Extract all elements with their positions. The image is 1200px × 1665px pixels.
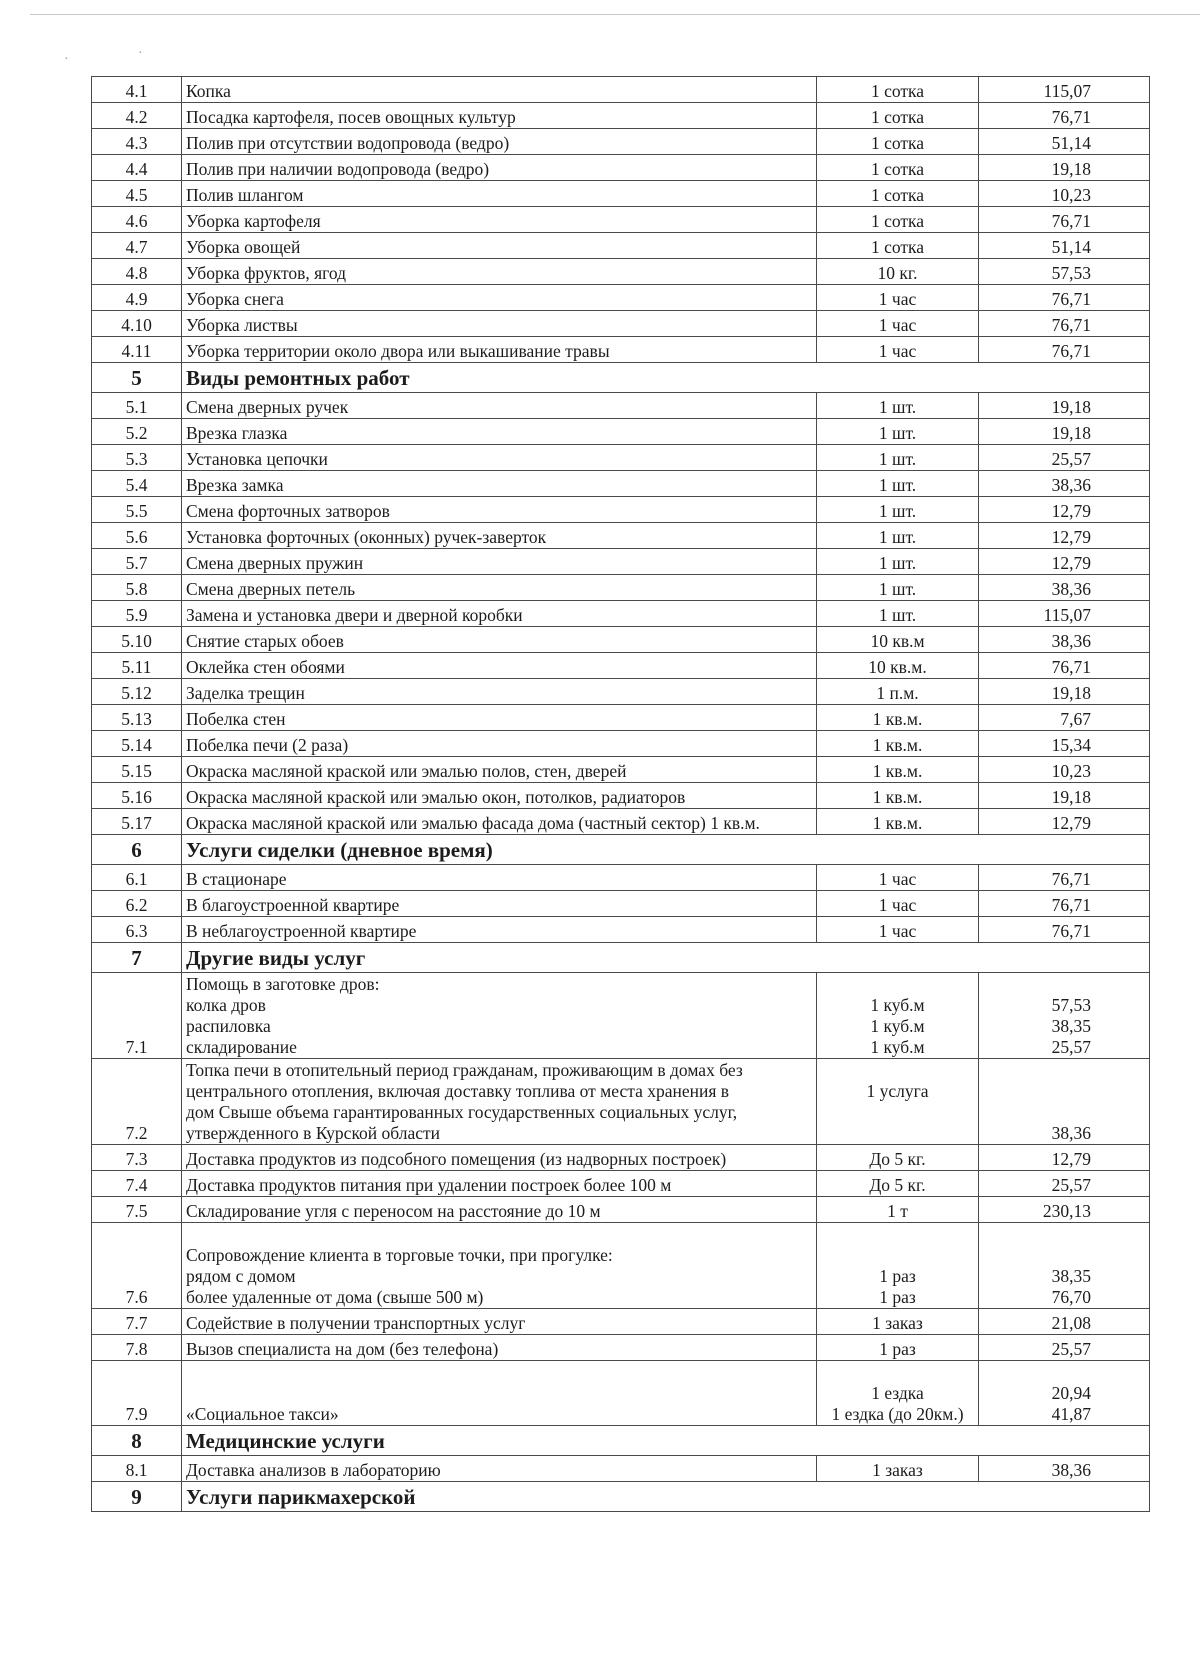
service-name: Смена дверных петель xyxy=(182,575,817,601)
unit-of-measure: 1 заказ xyxy=(817,1309,979,1335)
service-name: Копка xyxy=(182,77,817,103)
price-value: 21,08 xyxy=(979,1309,1150,1335)
price-line xyxy=(983,1224,1091,1245)
unit-of-measure: 1 сотка xyxy=(817,233,979,259)
service-name-line: более удаленные от дома (свыше 500 м) xyxy=(186,1287,484,1307)
row-number: 4.1 xyxy=(92,77,182,103)
row-number: 5.14 xyxy=(92,731,182,757)
service-name: В стационаре xyxy=(182,865,817,891)
service-name: Полив шлангом xyxy=(182,181,817,207)
price-line: 25,57 xyxy=(1051,1037,1091,1057)
unit-of-measure: 1 кв.м. xyxy=(817,783,979,809)
row-number: 4.2 xyxy=(92,103,182,129)
row-number: 4.8 xyxy=(92,259,182,285)
service-name: Установка цепочки xyxy=(182,445,817,471)
service-name: Смена дверных пружин xyxy=(182,549,817,575)
unit-line: 1 куб.м xyxy=(870,1037,925,1057)
service-name-line: дом Свыше объема гарантированных государственных социальных услуг, xyxy=(186,1102,738,1122)
price-line xyxy=(983,1060,1091,1081)
service-name: Заделка трещин xyxy=(182,679,817,705)
section-title: Другие виды услуг xyxy=(182,943,1150,973)
service-name-line: утвержденного в Курской области xyxy=(186,1123,441,1143)
unit-of-measure: 1 час xyxy=(817,285,979,311)
table-row xyxy=(92,471,1150,497)
service-name: Побелка стен xyxy=(182,705,817,731)
table-row xyxy=(92,1335,1150,1361)
unit-of-measure: 1 сотка xyxy=(817,207,979,233)
price-value: 12,79 xyxy=(979,549,1150,575)
price-value: 115,07 xyxy=(979,601,1150,627)
service-name: Уборка снега xyxy=(182,285,817,311)
price-line: 20,94 xyxy=(1051,1383,1091,1403)
service-name-line: складирование xyxy=(186,1037,297,1057)
table-row xyxy=(92,155,1150,181)
section-title: Медицинские услуги xyxy=(182,1426,1150,1456)
price-value: 19,18 xyxy=(979,155,1150,181)
price-value xyxy=(979,1361,1150,1426)
table-row xyxy=(92,891,1150,917)
service-name-line xyxy=(186,1224,812,1245)
price-value: 10,23 xyxy=(979,181,1150,207)
price-line: 38,36 xyxy=(1051,1123,1091,1143)
unit-of-measure: 1 час xyxy=(817,311,979,337)
service-name: Смена дверных ручек xyxy=(182,393,817,419)
price-value: 76,71 xyxy=(979,891,1150,917)
price-value: 19,18 xyxy=(979,783,1150,809)
row-number: 6.2 xyxy=(92,891,182,917)
unit-of-measure xyxy=(817,973,979,1059)
row-number: 4.10 xyxy=(92,311,182,337)
table-row xyxy=(92,601,1150,627)
table-row xyxy=(92,575,1150,601)
unit-of-measure: 1 шт. xyxy=(817,393,979,419)
unit-of-measure: 1 сотка xyxy=(817,181,979,207)
table-row xyxy=(92,259,1150,285)
price-value: 76,71 xyxy=(979,207,1150,233)
section-row xyxy=(92,1482,1150,1512)
unit-of-measure: 10 кв.м. xyxy=(817,653,979,679)
row-number: 5.6 xyxy=(92,523,182,549)
price-value: 76,71 xyxy=(979,653,1150,679)
section-row xyxy=(92,1426,1150,1456)
unit-of-measure: 1 сотка xyxy=(817,77,979,103)
price-line: 41,87 xyxy=(1051,1404,1091,1424)
unit-line: 1 раз xyxy=(879,1266,916,1286)
price-line: 38,35 xyxy=(1051,1266,1091,1286)
section-number: 5 xyxy=(92,363,182,393)
unit-of-measure: 1 кв.м. xyxy=(817,705,979,731)
row-number: 5.7 xyxy=(92,549,182,575)
table-row xyxy=(92,311,1150,337)
unit-line xyxy=(821,1123,974,1144)
price-value: 25,57 xyxy=(979,1171,1150,1197)
service-name: Доставка анализов в лабораторию xyxy=(182,1456,817,1482)
row-number: 5.2 xyxy=(92,419,182,445)
price-value: 38,36 xyxy=(979,575,1150,601)
table-row xyxy=(92,1456,1150,1482)
row-number: 4.3 xyxy=(92,129,182,155)
price-value: 51,14 xyxy=(979,129,1150,155)
price-line xyxy=(983,1081,1091,1102)
section-title: Виды ремонтных работ xyxy=(182,363,1150,393)
row-number: 7.6 xyxy=(92,1223,182,1309)
unit-line: 1 ездка xyxy=(871,1383,924,1403)
table-row xyxy=(92,1223,1150,1309)
price-value: 38,36 xyxy=(979,1456,1150,1482)
price-value: 25,57 xyxy=(979,445,1150,471)
table-row xyxy=(92,809,1150,835)
row-number: 8.1 xyxy=(92,1456,182,1482)
table-row xyxy=(92,705,1150,731)
table-row xyxy=(92,549,1150,575)
service-name: Полив при отсутствии водопровода (ведро) xyxy=(182,129,817,155)
service-name: Вызов специалиста на дом (без телефона) xyxy=(182,1335,817,1361)
price-value: 38,36 xyxy=(979,471,1150,497)
price-value: 7,67 xyxy=(979,705,1150,731)
price-line: 57,53 xyxy=(1051,995,1091,1015)
row-number: 5.17 xyxy=(92,809,182,835)
section-title: Услуги парикмахерской xyxy=(182,1482,1150,1512)
unit-of-measure: 1 шт. xyxy=(817,419,979,445)
service-name: Оклейка стен обоями xyxy=(182,653,817,679)
service-name-line: «Социальное такси» xyxy=(186,1404,339,1424)
price-value: 76,71 xyxy=(979,285,1150,311)
scan-edge xyxy=(30,14,1200,15)
unit-of-measure: 1 т xyxy=(817,1197,979,1223)
service-name-line: Сопровождение клиента в торговые точки, при прогулке: xyxy=(186,1245,613,1265)
price-value: 15,34 xyxy=(979,731,1150,757)
service-name xyxy=(182,1223,817,1309)
table-row xyxy=(92,757,1150,783)
unit-of-measure: 1 шт. xyxy=(817,601,979,627)
unit-of-measure: 1 час xyxy=(817,337,979,363)
table-row xyxy=(92,77,1150,103)
price-value: 38,36 xyxy=(979,627,1150,653)
unit-of-measure xyxy=(817,1059,979,1145)
service-name xyxy=(182,973,817,1059)
unit-of-measure: 10 кв.м xyxy=(817,627,979,653)
row-number: 4.11 xyxy=(92,337,182,363)
row-number: 6.3 xyxy=(92,917,182,943)
table-row xyxy=(92,973,1150,1059)
row-number: 4.9 xyxy=(92,285,182,311)
service-name-line: распиловка xyxy=(186,1016,271,1036)
row-number: 5.4 xyxy=(92,471,182,497)
unit-line xyxy=(821,1060,974,1081)
price-line: 76,70 xyxy=(1051,1287,1091,1307)
table-row xyxy=(92,865,1150,891)
price-value: 76,71 xyxy=(979,865,1150,891)
unit-of-measure: 1 шт. xyxy=(817,497,979,523)
service-name: Содействие в получении транспортных услуг xyxy=(182,1309,817,1335)
service-name xyxy=(182,1059,817,1145)
price-value: 12,79 xyxy=(979,523,1150,549)
section-title: Услуги сиделки (дневное время) xyxy=(182,835,1150,865)
service-name: Окраска масляной краской или эмалью полов, стен, дверей xyxy=(182,757,817,783)
service-name: В неблагоустроенной квартире xyxy=(182,917,817,943)
scan-mark: · xyxy=(138,46,143,61)
price-value xyxy=(979,1059,1150,1145)
unit-of-measure xyxy=(817,1223,979,1309)
section-row xyxy=(92,363,1150,393)
table-row xyxy=(92,1145,1150,1171)
table-row xyxy=(92,783,1150,809)
unit-line: 1 куб.м xyxy=(870,995,925,1015)
section-row xyxy=(92,943,1150,973)
unit-line: 1 ездка (до 20км.) xyxy=(831,1404,964,1424)
price-line xyxy=(983,974,1091,995)
unit-of-measure: До 5 кг. xyxy=(817,1145,979,1171)
unit-line xyxy=(821,1102,974,1123)
row-number: 5.3 xyxy=(92,445,182,471)
price-value: 76,71 xyxy=(979,917,1150,943)
table-row xyxy=(92,337,1150,363)
price-value xyxy=(979,973,1150,1059)
price-value: 10,23 xyxy=(979,757,1150,783)
table-row xyxy=(92,103,1150,129)
table-row xyxy=(92,627,1150,653)
service-name: Уборка картофеля xyxy=(182,207,817,233)
unit-of-measure: 1 шт. xyxy=(817,575,979,601)
row-number: 4.6 xyxy=(92,207,182,233)
unit-of-measure: 1 шт. xyxy=(817,471,979,497)
price-value: 12,79 xyxy=(979,809,1150,835)
service-name: Побелка печи (2 раза) xyxy=(182,731,817,757)
price-table xyxy=(91,76,1150,1512)
service-name: Доставка продуктов из подсобного помещения (из надворных построек) xyxy=(182,1145,817,1171)
row-number: 5.13 xyxy=(92,705,182,731)
table-row xyxy=(92,129,1150,155)
unit-of-measure: 1 час xyxy=(817,917,979,943)
unit-line xyxy=(821,974,974,995)
row-number: 5.11 xyxy=(92,653,182,679)
service-name-line xyxy=(186,1362,812,1383)
service-name xyxy=(182,1361,817,1426)
table-row xyxy=(92,1309,1150,1335)
price-line xyxy=(983,1362,1091,1383)
service-name: Доставка продуктов питания при удалении построек более 100 м xyxy=(182,1171,817,1197)
row-number: 5.10 xyxy=(92,627,182,653)
row-number: 4.7 xyxy=(92,233,182,259)
service-name: Складирование угля с переносом на расстояние до 10 м xyxy=(182,1197,817,1223)
service-name-line xyxy=(186,1383,812,1404)
unit-of-measure: 1 кв.м. xyxy=(817,731,979,757)
service-name: Окраска масляной краской или эмалью окон, потолков, радиаторов xyxy=(182,783,817,809)
row-number: 5.15 xyxy=(92,757,182,783)
row-number: 7.2 xyxy=(92,1059,182,1145)
row-number: 5.16 xyxy=(92,783,182,809)
row-number: 5.5 xyxy=(92,497,182,523)
row-number: 7.7 xyxy=(92,1309,182,1335)
price-value: 25,57 xyxy=(979,1335,1150,1361)
service-name: Уборка листвы xyxy=(182,311,817,337)
unit-of-measure: 1 заказ xyxy=(817,1456,979,1482)
price-list-sheet xyxy=(91,76,1149,1512)
section-number: 6 xyxy=(92,835,182,865)
service-name: В благоустроенной квартире xyxy=(182,891,817,917)
service-name: Окраска масляной краской или эмалью фасада дома (частный сектор) 1 кв.м. xyxy=(182,809,817,835)
table-row xyxy=(92,1197,1150,1223)
table-row xyxy=(92,1361,1150,1426)
table-row xyxy=(92,207,1150,233)
unit-of-measure: 10 кг. xyxy=(817,259,979,285)
service-name: Врезка замка xyxy=(182,471,817,497)
unit-of-measure: 1 шт. xyxy=(817,523,979,549)
scan-mark: · xyxy=(64,52,69,67)
price-value: 76,71 xyxy=(979,103,1150,129)
row-number: 7.4 xyxy=(92,1171,182,1197)
unit-of-measure: До 5 кг. xyxy=(817,1171,979,1197)
unit-line xyxy=(821,1245,974,1266)
unit-of-measure: 1 раз xyxy=(817,1335,979,1361)
service-name: Посадка картофеля, посев овощных культур xyxy=(182,103,817,129)
unit-of-measure: 1 сотка xyxy=(817,129,979,155)
unit-of-measure: 1 час xyxy=(817,891,979,917)
table-row xyxy=(92,653,1150,679)
service-name-line: Топка печи в отопительный период гражданам, проживающим в домах без xyxy=(186,1060,743,1080)
service-name: Замена и установка двери и дверной коробки xyxy=(182,601,817,627)
service-name: Врезка глазка xyxy=(182,419,817,445)
service-name-line: центрального отопления, включая доставку топлива от места хранения в xyxy=(186,1081,730,1101)
price-value: 76,71 xyxy=(979,311,1150,337)
price-value: 51,14 xyxy=(979,233,1150,259)
service-name-line: Помощь в заготовке дров: xyxy=(186,974,380,994)
unit-line xyxy=(821,1362,974,1383)
price-value: 115,07 xyxy=(979,77,1150,103)
price-value: 57,53 xyxy=(979,259,1150,285)
section-number: 8 xyxy=(92,1426,182,1456)
price-value xyxy=(979,1223,1150,1309)
price-value: 230,13 xyxy=(979,1197,1150,1223)
service-name-line: колка дров xyxy=(186,995,266,1015)
table-row xyxy=(92,445,1150,471)
table-row xyxy=(92,731,1150,757)
price-line: 38,35 xyxy=(1051,1016,1091,1036)
table-row xyxy=(92,917,1150,943)
unit-of-measure: 1 шт. xyxy=(817,549,979,575)
section-number: 7 xyxy=(92,943,182,973)
service-name: Полив при наличии водопровода (ведро) xyxy=(182,155,817,181)
price-line xyxy=(983,1245,1091,1266)
price-value: 76,71 xyxy=(979,337,1150,363)
unit-of-measure: 1 кв.м. xyxy=(817,757,979,783)
row-number: 7.5 xyxy=(92,1197,182,1223)
row-number: 7.9 xyxy=(92,1361,182,1426)
row-number: 5.12 xyxy=(92,679,182,705)
service-name: Смена форточных затворов xyxy=(182,497,817,523)
row-number: 5.9 xyxy=(92,601,182,627)
table-row xyxy=(92,419,1150,445)
table-row xyxy=(92,1171,1150,1197)
section-number: 9 xyxy=(92,1482,182,1512)
price-value: 19,18 xyxy=(979,419,1150,445)
table-row xyxy=(92,523,1150,549)
unit-line: 1 раз xyxy=(879,1287,916,1307)
service-name: Уборка территории около двора или выкашивание травы xyxy=(182,337,817,363)
row-number: 7.8 xyxy=(92,1335,182,1361)
table-row xyxy=(92,1059,1150,1145)
price-value: 12,79 xyxy=(979,1145,1150,1171)
row-number: 4.5 xyxy=(92,181,182,207)
price-value: 19,18 xyxy=(979,393,1150,419)
unit-of-measure: 1 п.м. xyxy=(817,679,979,705)
row-number: 6.1 xyxy=(92,865,182,891)
section-row xyxy=(92,835,1150,865)
price-value: 12,79 xyxy=(979,497,1150,523)
service-name: Уборка овощей xyxy=(182,233,817,259)
unit-of-measure: 1 час xyxy=(817,865,979,891)
price-line xyxy=(983,1102,1091,1123)
service-name: Уборка фруктов, ягод xyxy=(182,259,817,285)
table-row xyxy=(92,679,1150,705)
service-name: Установка форточных (оконных) ручек-заверток xyxy=(182,523,817,549)
row-number: 7.3 xyxy=(92,1145,182,1171)
table-row xyxy=(92,497,1150,523)
table-row xyxy=(92,285,1150,311)
service-name-line: рядом с домом xyxy=(186,1266,296,1286)
table-row xyxy=(92,181,1150,207)
service-name: Снятие старых обоев xyxy=(182,627,817,653)
unit-of-measure: 1 шт. xyxy=(817,445,979,471)
unit-line: 1 услуга xyxy=(866,1081,929,1101)
unit-of-measure xyxy=(817,1361,979,1426)
row-number: 5.8 xyxy=(92,575,182,601)
unit-line xyxy=(821,1224,974,1245)
price-value: 19,18 xyxy=(979,679,1150,705)
unit-of-measure: 1 сотка xyxy=(817,103,979,129)
table-row xyxy=(92,393,1150,419)
row-number: 7.1 xyxy=(92,973,182,1059)
unit-of-measure: 1 кв.м. xyxy=(817,809,979,835)
unit-line: 1 куб.м xyxy=(870,1016,925,1036)
table-row xyxy=(92,233,1150,259)
unit-of-measure: 1 сотка xyxy=(817,155,979,181)
row-number: 4.4 xyxy=(92,155,182,181)
row-number: 5.1 xyxy=(92,393,182,419)
